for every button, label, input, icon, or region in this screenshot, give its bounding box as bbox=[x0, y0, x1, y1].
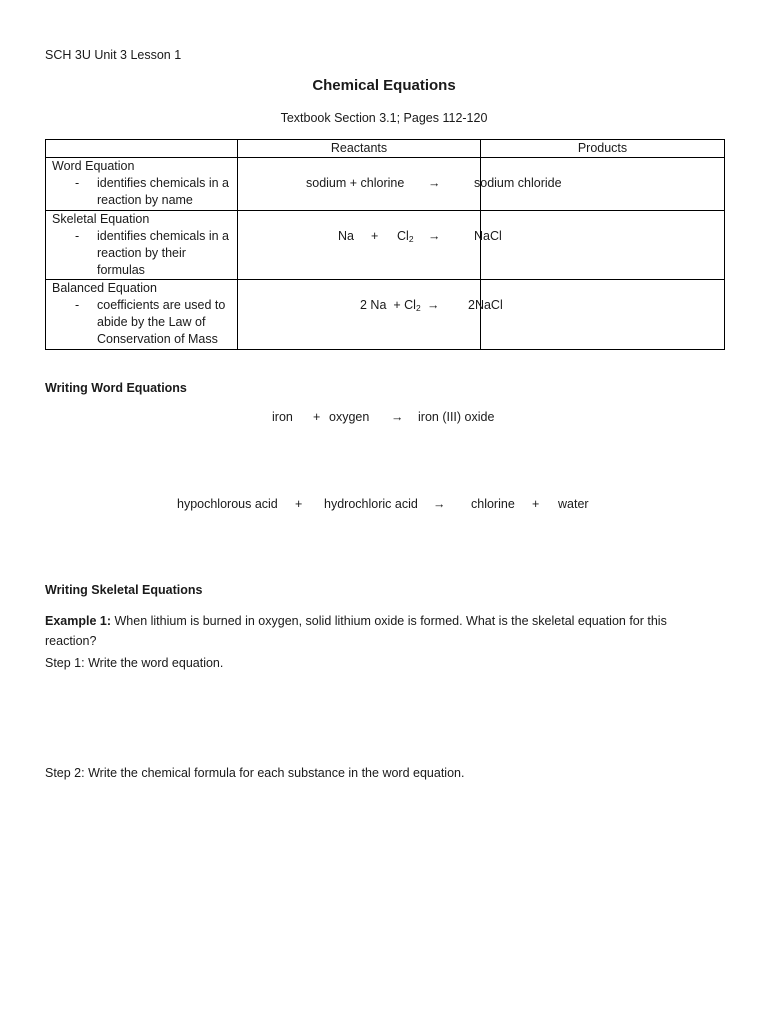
arrow-icon: → bbox=[391, 410, 404, 424]
products-cell bbox=[474, 158, 725, 211]
plus-sign: + bbox=[532, 497, 540, 511]
course-header: SCH 3U Unit 3 Lesson 1 bbox=[45, 48, 182, 62]
products-text: 2NaCl bbox=[468, 298, 503, 312]
reactant-a: Na bbox=[338, 229, 354, 243]
table-header-row bbox=[46, 140, 725, 158]
arrow-icon: → bbox=[427, 298, 440, 312]
eq-term: hypochlorous acid bbox=[177, 497, 278, 511]
row-description bbox=[52, 297, 233, 348]
plus-sign: + bbox=[313, 410, 321, 424]
table-header-reactants: Reactants bbox=[238, 140, 481, 158]
reactants-subscript: 2 bbox=[415, 303, 421, 313]
reactants-text: sodium + chlorine bbox=[306, 176, 405, 190]
row-label: Word Equation bbox=[52, 159, 135, 173]
products-cell bbox=[474, 211, 725, 280]
plus-sign: + bbox=[295, 497, 303, 511]
example-1-text bbox=[45, 612, 667, 630]
table-row-skeletal-equation bbox=[46, 211, 725, 280]
plus-sign: + bbox=[371, 229, 379, 243]
table-row-word-equation bbox=[46, 158, 725, 211]
reactants-formula: 2 Na + Cl bbox=[360, 298, 416, 312]
example-label: Example 1: bbox=[45, 614, 112, 628]
bullet-dash: - bbox=[75, 229, 80, 243]
step-1: Step 1: Write the word equation. bbox=[45, 656, 224, 670]
arrow-icon: → bbox=[428, 176, 441, 190]
reactants-cell bbox=[238, 158, 481, 211]
reactant-b bbox=[397, 228, 414, 245]
reactants-cell bbox=[238, 211, 481, 280]
table-row-balanced-equation bbox=[46, 280, 725, 350]
row-description bbox=[52, 175, 233, 209]
bullet-dash: - bbox=[75, 298, 80, 312]
eq-term: iron bbox=[272, 410, 293, 424]
step-2: Step 2: Write the chemical formula for each substance in the word equation. bbox=[45, 766, 465, 780]
example-question: When lithium is burned in oxygen, solid lithium oxide is formed. What is the skeletal equation for this bbox=[111, 614, 667, 628]
products-cell bbox=[468, 280, 725, 350]
reactants-text bbox=[360, 297, 421, 314]
textbook-reference: Textbook Section 3.1; Pages 112-120 bbox=[280, 111, 488, 125]
eq-term: iron (III) oxide bbox=[418, 410, 495, 424]
table-header-products: Products bbox=[481, 140, 725, 158]
table-header-blank bbox=[46, 140, 238, 158]
row-description bbox=[52, 228, 233, 279]
products-text: sodium chloride bbox=[474, 176, 562, 190]
arrow-icon: → bbox=[428, 229, 441, 243]
section-heading-word-equations: Writing Word Equations bbox=[45, 381, 187, 395]
products-text: NaCl bbox=[474, 229, 502, 243]
eq-term: water bbox=[558, 497, 589, 511]
eq-term: chlorine bbox=[471, 497, 515, 511]
equation-types-table bbox=[45, 139, 725, 350]
reactant-b-symbol: Cl bbox=[397, 229, 409, 243]
reactant-b-subscript: 2 bbox=[408, 234, 414, 244]
section-heading-skeletal-equations: Writing Skeletal Equations bbox=[45, 583, 203, 597]
row-description-text: identifies chemicals in a reaction by their formulas bbox=[97, 229, 230, 277]
row-label: Balanced Equation bbox=[52, 281, 157, 295]
row-label: Skeletal Equation bbox=[52, 212, 150, 226]
row-description-text: coefficients are used to abide by the Law of Conservation of Mass bbox=[97, 298, 226, 346]
eq-term: hydrochloric acid bbox=[324, 497, 418, 511]
reactants-cell bbox=[238, 280, 481, 350]
page-title: Chemical Equations bbox=[312, 77, 456, 94]
example-1-text-cont: reaction? bbox=[45, 634, 97, 648]
bullet-dash: - bbox=[75, 176, 80, 190]
row-description-text: identifies chemicals in a reaction by name bbox=[97, 176, 230, 207]
arrow-icon: → bbox=[433, 497, 446, 511]
eq-term: oxygen bbox=[329, 410, 370, 424]
